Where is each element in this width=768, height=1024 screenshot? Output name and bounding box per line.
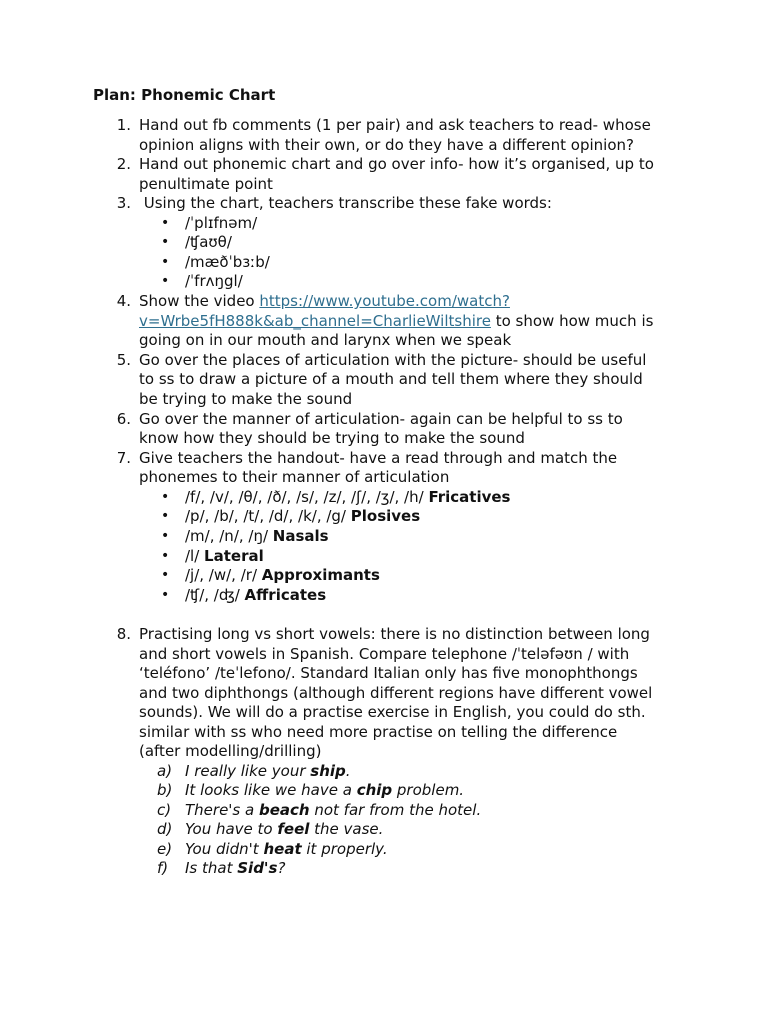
sentence-text: You didn't <box>185 840 264 858</box>
item-text: Show the video <box>139 292 260 310</box>
fake-word: /ˈfrʌŋgl/ <box>185 272 243 290</box>
manner-label: Plosives <box>350 507 421 525</box>
phoneme-symbols: /j/, /w/, /r/ <box>185 566 262 584</box>
item-number: 5. <box>116 351 131 369</box>
phoneme-symbols: /p/, /b/, /t/, /d/, /k/, /g/ <box>185 507 351 525</box>
example-sentence <box>185 762 351 782</box>
bullet-icon: • <box>161 234 170 250</box>
item-text-line <box>139 292 510 312</box>
target-word: chip <box>356 781 393 799</box>
manner-label: Nasals <box>272 527 329 545</box>
sentence-text: problem. <box>392 781 465 799</box>
bullet-icon: • <box>161 254 170 270</box>
sentence-text: ? <box>277 859 286 877</box>
example-sentence <box>185 820 383 840</box>
item-number: 4. <box>116 292 131 310</box>
example-sentence <box>185 840 388 860</box>
sentence-letter: a) <box>157 762 173 780</box>
bullet-icon: • <box>161 528 170 544</box>
item-text-line: to ss to draw a picture of a mouth and tell them where they should <box>139 370 643 388</box>
fake-word: /ˈplɪfnəm/ <box>185 214 258 232</box>
example-sentence <box>185 801 481 821</box>
item-text-line: opinion aligns with their own, or do they have a different opinion? <box>139 135 634 154</box>
item-text-line: (after modelling/drilling) <box>139 742 322 760</box>
example-sentence <box>185 859 285 879</box>
sentence-letter: d) <box>157 820 173 838</box>
item-text-line: Go over the manner of articulation- again can be helpful to ss to <box>139 410 623 428</box>
bullet-icon: • <box>161 489 170 505</box>
item-text-line: ‘teléfono’ /teˈlefono/. Standard Italian only has five monophthongs <box>139 664 638 682</box>
sentence-letter: c) <box>157 801 172 819</box>
item-number: 6. <box>116 410 131 428</box>
phoneme-group <box>185 527 329 547</box>
item-text-line <box>139 312 653 332</box>
sentence-text: You have to <box>185 820 278 838</box>
item-text-line: Give teachers the handout- have a read through and match the <box>139 449 618 467</box>
page-title: Plan: Phonemic Chart <box>93 86 276 104</box>
item-text-line: Hand out phonemic chart and go over info- how it’s organised, up to <box>139 155 654 173</box>
bullet-icon: • <box>161 273 170 289</box>
target-word: beach <box>258 801 310 819</box>
sentence-letter: b) <box>157 781 173 799</box>
sentence-text: There's a <box>185 801 259 819</box>
fake-word: /mæðˈbɜːb/ <box>185 253 270 271</box>
sentence-letter: f) <box>157 859 169 877</box>
item-number: 2. <box>116 155 131 173</box>
item-number: 7. <box>116 449 131 467</box>
item-text-line: penultimate point <box>139 174 273 193</box>
item-text-line: going on in our mouth and larynx when we speak <box>139 331 512 349</box>
bullet-icon: • <box>161 548 170 564</box>
item-text-line: and two diphthongs (although different regions have different vowel <box>139 684 653 702</box>
sentence-text: I really like your <box>185 762 311 780</box>
target-word: heat <box>263 840 302 858</box>
bullet-icon: • <box>161 215 170 231</box>
item-text-line: similar with ss who need more practise on telling the difference <box>139 723 618 741</box>
phoneme-symbols: /l/ <box>185 547 205 565</box>
sentence-text: it properly. <box>301 840 388 858</box>
phoneme-group <box>185 547 264 567</box>
item-number: 8. <box>116 625 131 643</box>
phoneme-group <box>185 507 420 527</box>
target-word: feel <box>277 820 310 838</box>
bullet-icon: • <box>161 567 170 583</box>
item-number: 3. <box>116 194 131 212</box>
item-text-line: Using the chart, teachers transcribe these fake words: <box>139 194 552 212</box>
sentence-text: . <box>345 762 351 780</box>
item-text-line: Hand out fb comments (1 per pair) and ask teachers to read- whose <box>139 116 651 134</box>
fake-word: /ʧaʊθ/ <box>185 233 232 251</box>
bullet-icon: • <box>161 508 170 524</box>
target-word: Sid's <box>237 859 278 877</box>
manner-label: Fricatives <box>428 488 511 506</box>
manner-label: Lateral <box>204 547 264 565</box>
phoneme-symbols: /f/, /v/, /θ/, /ð/, /s/, /z/, /ʃ/, /ʒ/, /h/ <box>185 488 429 506</box>
sentence-text: It looks like we have a <box>185 781 357 799</box>
sentence-letter: e) <box>157 840 173 858</box>
phoneme-group <box>185 566 380 586</box>
item-text-line: sounds). We will do a practise exercise in English, you could do sth. <box>139 703 646 721</box>
item-text-line: Go over the places of articulation with the picture- should be useful <box>139 351 647 369</box>
example-sentence <box>185 781 464 801</box>
manner-label: Approximants <box>261 566 380 584</box>
bullet-icon: • <box>161 587 170 603</box>
item-text-line: know how they should be trying to make the sound <box>139 429 525 447</box>
phoneme-group <box>185 488 510 508</box>
video-link-continued[interactable]: v=Wrbe5fH888k&ab_channel=CharlieWiltshire <box>139 312 491 330</box>
item-number: 1. <box>116 116 131 134</box>
sentence-text: not far from the hotel. <box>309 801 482 819</box>
video-link[interactable]: https://www.youtube.com/watch? <box>259 292 510 310</box>
target-word: ship <box>310 762 346 780</box>
manner-label: Affricates <box>244 586 327 604</box>
sentence-text: Is that <box>185 859 238 877</box>
phoneme-symbols: /ʧ/, /ʤ/ <box>185 586 245 604</box>
phoneme-symbols: /m/, /n/, /ŋ/ <box>185 527 273 545</box>
item-text: to show how much is <box>490 312 654 330</box>
phoneme-group <box>185 586 326 606</box>
sentence-text: the vase. <box>309 820 384 838</box>
item-text-line: be trying to make the sound <box>139 390 353 408</box>
item-text-line: and short vowels in Spanish. Compare telephone /ˈteləfəʊn / with <box>139 645 630 663</box>
item-text-line: phonemes to their manner of articulation <box>139 468 450 486</box>
item-text-line: Practising long vs short vowels: there is no distinction between long <box>139 625 650 643</box>
